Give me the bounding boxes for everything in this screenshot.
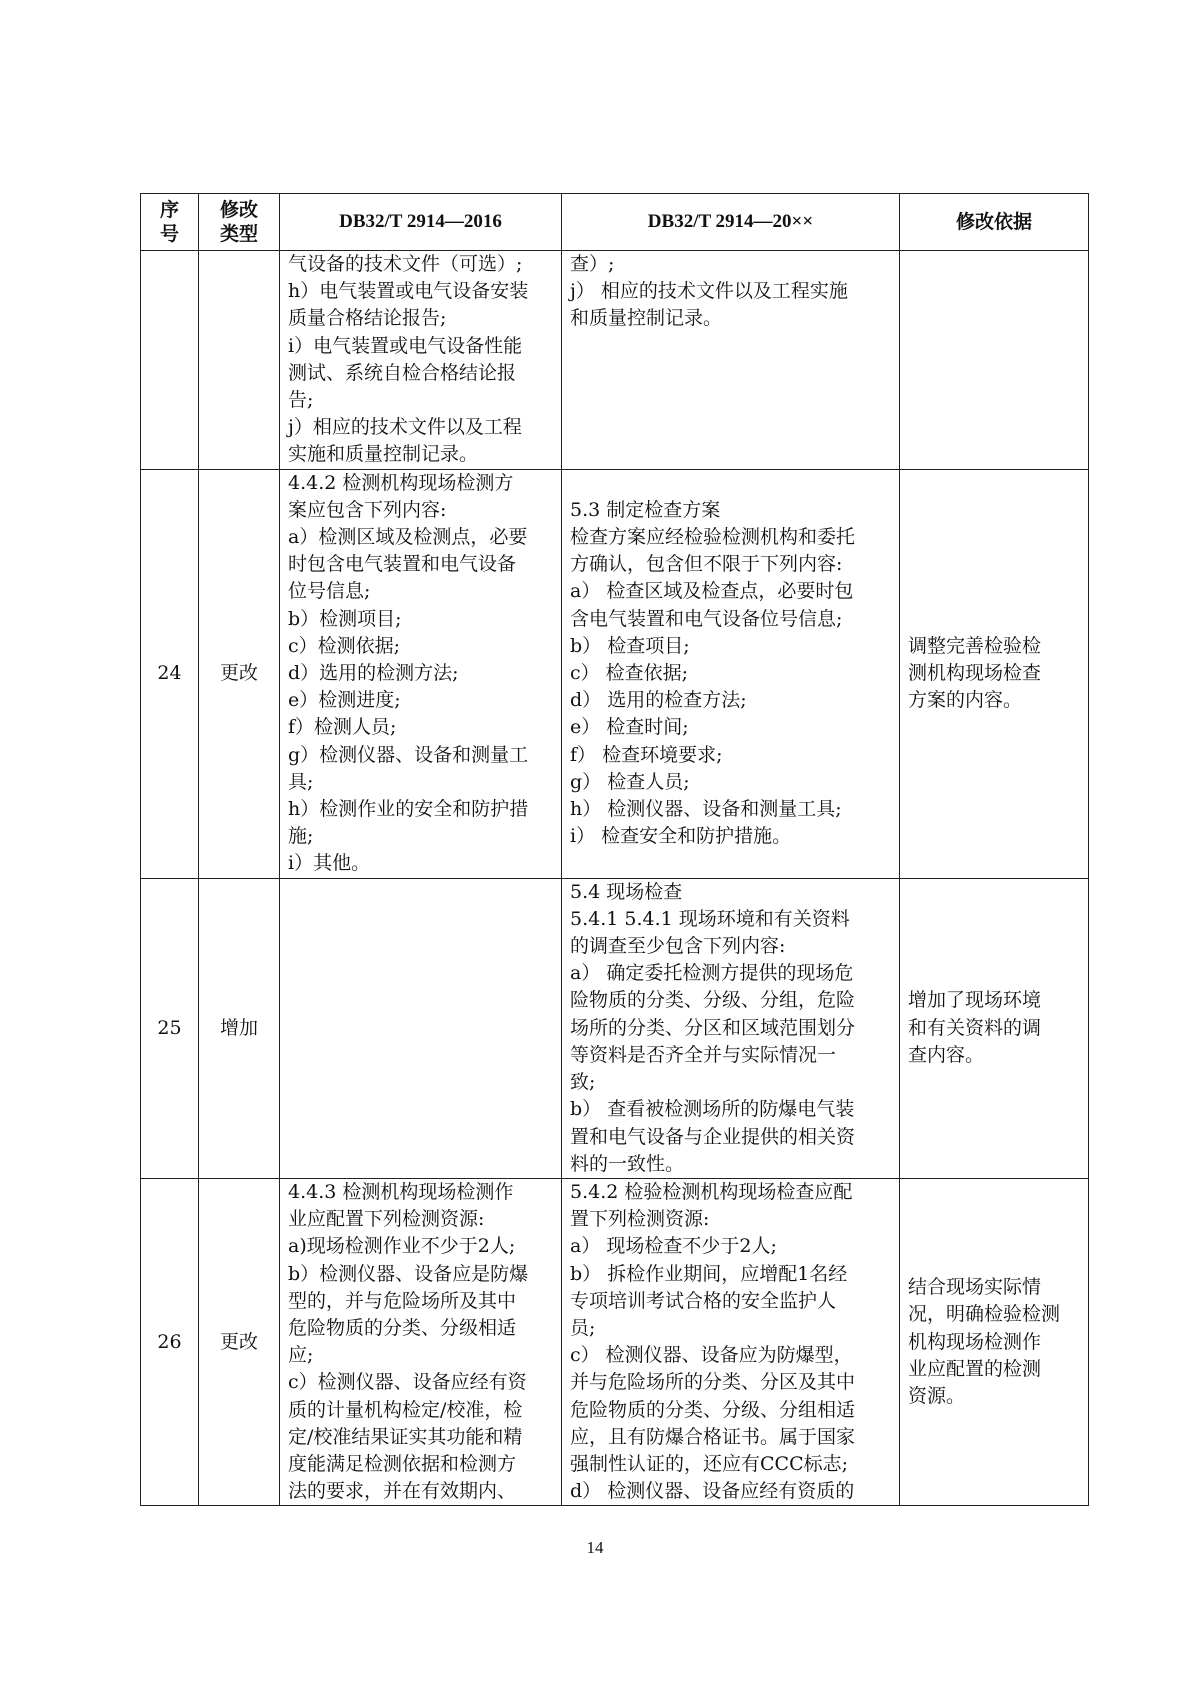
cell-new-clause-line (570, 470, 891, 497)
cell-new-clause-line: 方确认，包含但不限于下列内容: (570, 553, 843, 576)
cell-old-clause-line: 具; (288, 770, 314, 793)
cell-old-clause-line: 实施和质量控制记录。 (288, 443, 479, 466)
cell-old-clause (280, 251, 562, 470)
cell-change-basis-line: 机构现场检测作 (908, 1330, 1042, 1353)
cell-new-clause-line: 等资料是否齐全并与实际情况一 (570, 1043, 837, 1066)
cell-change-type: 更改 (199, 1178, 280, 1505)
cell-new-clause (562, 251, 900, 470)
header-new-standard: DB32/T 2914—20×× (562, 194, 900, 251)
cell-change-basis-line: 调整完善检验检 (908, 634, 1042, 657)
cell-new-clause-line: 5.4.2 检验检测机构现场检查应配 (570, 1180, 853, 1203)
cell-new-clause-line: 5.4 现场检查 (570, 880, 683, 903)
cell-old-clause-line: 质量合格结论报告; (288, 307, 447, 330)
cell-new-clause-line: 致; (570, 1071, 596, 1094)
header-row (141, 194, 1089, 251)
cell-new-clause-line: 5.3 制定检查方案 (570, 498, 721, 521)
cell-change-basis (900, 469, 1089, 878)
cell-new-clause-line: 的调查至少包含下列内容: (570, 935, 786, 958)
cell-old-clause-line: h）电气装置或电气设备安装 (288, 280, 529, 303)
header-old-standard: DB32/T 2914—2016 (280, 194, 562, 251)
cell-new-clause-line: 检查方案应经检验检测机构和委托 (570, 526, 856, 549)
header-serial-number: 序 号 (141, 194, 199, 251)
cell-new-clause-line: a） 确定委托检测方提供的现场危 (570, 962, 854, 985)
cell-change-type (199, 251, 280, 470)
cell-old-clause-line: 业应配置下列检测资源: (288, 1208, 485, 1231)
cell-new-clause-line: f） 检查环境要求; (570, 743, 723, 766)
cell-serial-number (141, 251, 199, 470)
cell-old-clause-line: 时包含电气装置和电气设备 (288, 553, 517, 576)
cell-old-clause (280, 469, 562, 878)
cell-new-clause-line: 险物质的分类、分级、分组，危险 (570, 989, 856, 1012)
cell-old-clause-line: h）检测作业的安全和防护措 (288, 798, 529, 821)
cell-old-clause-line: 施; (288, 825, 314, 848)
cell-change-basis-line: 和有关资料的调 (908, 1016, 1042, 1039)
cell-old-clause-line: 应; (288, 1344, 314, 1367)
cell-new-clause (562, 878, 900, 1178)
cell-new-clause-line: b） 检查项目; (570, 634, 690, 657)
header-change-basis: 修改依据 (900, 194, 1089, 251)
cell-new-clause (562, 469, 900, 878)
cell-old-clause-line: e）检测进度; (288, 689, 401, 712)
cell-old-clause-line: 测试、系统自检合格结论报 (288, 361, 517, 384)
cell-change-basis-line: 测机构现场检查 (908, 662, 1042, 685)
cell-new-clause-line: g） 检查人员; (570, 770, 690, 793)
cell-new-clause-line: a） 检查区域及检查点，必要时包 (570, 580, 854, 603)
cell-change-basis-line: 查内容。 (908, 1043, 985, 1066)
cell-new-clause-line: 含电气装置和电气设备位号信息; (570, 607, 843, 630)
table-row (141, 251, 1089, 470)
cell-old-clause-line: 定/校准结果证实其功能和精 (288, 1425, 523, 1448)
cell-change-basis-line: 业应配置的检测 (908, 1357, 1042, 1380)
cell-old-clause-line: 型的，并与危险场所及其中 (288, 1289, 517, 1312)
cell-change-basis-line: 方案的内容。 (908, 689, 1023, 712)
cell-change-basis-line: 资源。 (908, 1384, 966, 1407)
cell-new-clause-line: 专项培训考试合格的安全监护人 (570, 1289, 837, 1312)
table-row (141, 469, 1089, 878)
cell-change-basis (900, 1178, 1089, 1505)
cell-old-clause-line: 告; (288, 389, 314, 412)
cell-old-clause-line: b）检测项目; (288, 607, 402, 630)
cell-new-clause-line: c） 检测仪器、设备应为防爆型， (570, 1344, 853, 1367)
cell-new-clause-line: d） 检测仪器、设备应经有资质的 (570, 1480, 855, 1503)
cell-new-clause-line: 置下列检测资源: (570, 1208, 710, 1231)
cell-new-clause-line: i） 检查安全和防护措施。 (570, 825, 792, 848)
cell-change-basis (900, 251, 1089, 470)
cell-old-clause-line: 4.4.3 检测机构现场检测作 (288, 1180, 514, 1203)
cell-serial-number: 25 (141, 878, 199, 1178)
revision-table (140, 193, 1089, 1506)
cell-change-basis-line: 增加了现场环境 (908, 989, 1042, 1012)
cell-old-clause-line: a)现场检测作业不少于2人; (288, 1235, 516, 1258)
header-change-type: 修改 类型 (199, 194, 280, 251)
cell-old-clause-line: 位号信息; (288, 580, 371, 603)
cell-new-clause-line: e） 检查时间; (570, 716, 689, 739)
cell-change-basis-line: 况，明确检验检测 (908, 1303, 1061, 1326)
cell-old-clause-line: i）其他。 (288, 852, 371, 875)
cell-new-clause-line: 场所的分类、分区和区域范围划分 (570, 1016, 856, 1039)
cell-new-clause-line: 应，且有防爆合格证书。属于国家 (570, 1425, 856, 1448)
cell-new-clause-line: 危险物质的分类、分级、分组相适 (570, 1398, 856, 1421)
cell-old-clause-line: i）电气装置或电气设备性能 (288, 334, 523, 357)
cell-new-clause-line: 和质量控制记录。 (570, 307, 723, 330)
table-row (141, 878, 1089, 1178)
cell-old-clause-line: b）检测仪器、设备应是防爆 (288, 1262, 529, 1285)
cell-change-basis-line: 结合现场实际情 (908, 1276, 1042, 1299)
cell-old-clause-line: 案应包含下列内容: (288, 498, 447, 521)
cell-old-clause (280, 878, 562, 1178)
cell-old-clause-line: a）检测区域及检测点，必要 (288, 526, 528, 549)
cell-new-clause-line: 5.4.1 5.4.1 现场环境和有关资料 (570, 907, 850, 930)
cell-old-clause-line: 危险物质的分类、分级相适 (288, 1316, 517, 1339)
cell-new-clause-line: 强制性认证的，还应有CCC标志; (570, 1452, 849, 1475)
cell-old-clause-line: g）检测仪器、设备和测量工 (288, 743, 529, 766)
cell-old-clause-line: c）检测依据; (288, 634, 401, 657)
cell-serial-number: 26 (141, 1178, 199, 1505)
cell-new-clause-line: b） 拆检作业期间，应增配1名经 (570, 1262, 848, 1285)
cell-new-clause (562, 1178, 900, 1505)
cell-old-clause-line: d）选用的检测方法; (288, 662, 459, 685)
cell-old-clause-line: 气设备的技术文件（可选）; (288, 253, 523, 275)
cell-new-clause-line: a） 现场检查不少于2人; (570, 1235, 777, 1258)
cell-new-clause-line: c） 检查依据; (570, 662, 689, 685)
cell-new-clause-line: 置和电气设备与企业提供的相关资 (570, 1125, 856, 1148)
cell-new-clause-line: h） 检测仪器、设备和测量工具; (570, 798, 842, 821)
cell-old-clause (280, 1178, 562, 1505)
cell-new-clause-line: j） 相应的技术文件以及工程实施 (570, 280, 848, 303)
cell-old-clause-line: f）检测人员; (288, 716, 397, 739)
cell-new-clause-line: 查）; (570, 253, 615, 275)
cell-old-clause-line: c）检测仪器、设备应经有资 (288, 1371, 527, 1394)
table-row (141, 1178, 1089, 1505)
cell-serial-number: 24 (141, 469, 199, 878)
cell-old-clause-line: j）相应的技术文件以及工程 (288, 416, 522, 439)
cell-new-clause-line: d） 选用的检查方法; (570, 689, 747, 712)
cell-new-clause-line: b） 查看被检测场所的防爆电气装 (570, 1098, 855, 1121)
cell-change-type: 更改 (199, 469, 280, 878)
cell-new-clause-line: 员; (570, 1316, 596, 1339)
cell-old-clause-line: 4.4.2 检测机构现场检测方 (288, 471, 514, 494)
page-number: 14 (586, 1538, 604, 1557)
cell-new-clause-line: 并与危险场所的分类、分区及其中 (570, 1371, 856, 1394)
cell-old-clause-line: 度能满足检测依据和检测方 (288, 1452, 517, 1475)
cell-new-clause-line: 料的一致性。 (570, 1152, 685, 1175)
cell-old-clause-line: 质的计量机构检定/校准，检 (288, 1398, 523, 1421)
cell-old-clause-line: 法的要求，并在有效期内、 (288, 1480, 517, 1503)
cell-change-type: 增加 (199, 878, 280, 1178)
cell-change-basis (900, 878, 1089, 1178)
